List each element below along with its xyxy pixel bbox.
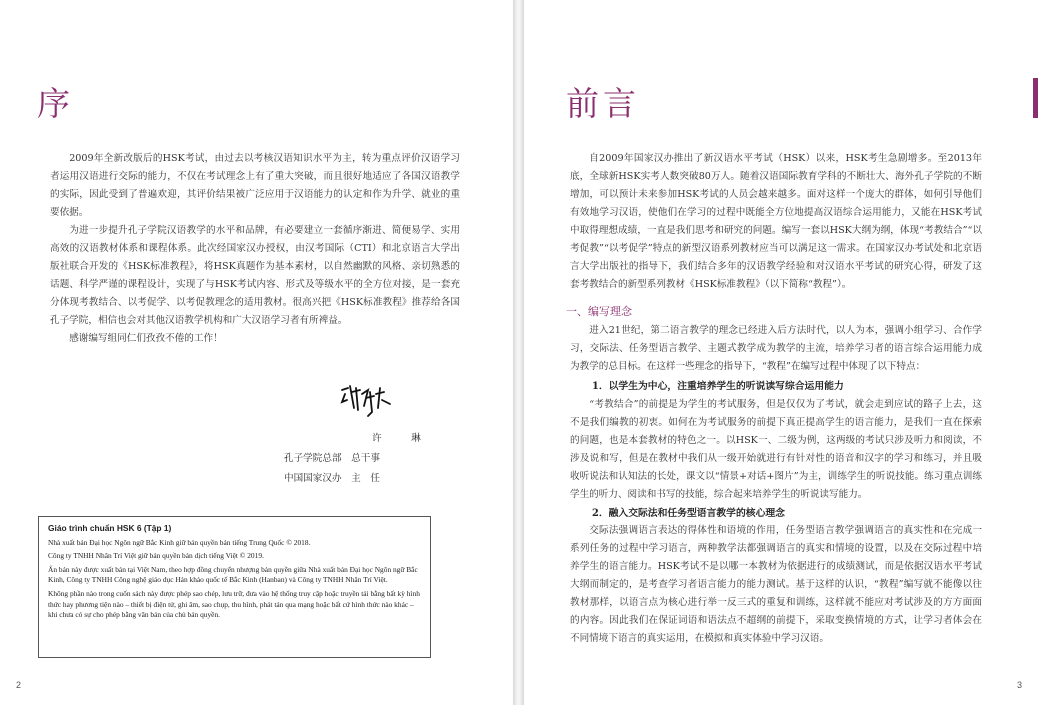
page-number-right: 3 — [1016, 680, 1022, 690]
foreword-title: 前言 — [566, 84, 640, 123]
point1-body — [570, 396, 982, 504]
preface-body — [50, 150, 460, 348]
point2-text: 交际法强调语言表达的得体性和语境的作用，任务型语言教学强调语言的真实性和在完成一系列任务的过程中学习语言，两种教学法都强调语言的真实和情境的设置，以及在交际过程中培养学生的语言能力。HSK考试不是以哪一本教材为依据进行的成绩测试，而是依据汉语水平考试大纲而制定的，是考查学习者语言能力的能力测试。基于这样的认识，“教程”编写就不能像以往教材那样，以语言点为核心进行举一反三式的重复和训练，这样就不能应对考试涉及的方方面面的内容。因此我们在保证词语和语法点不超纲的前提下，采取变换情境的方式，让学习者体会在不同情境下语言的真实运用，在模拟和真实体验中学习汉语。 — [570, 525, 982, 644]
copyright-line-4: Không phần nào trong cuốn sách này được phép sao chép, lưu trữ, đưa vào hệ thống truy cập hoặc truyền tải bằng bất kỳ hình thức hay phương tiện nào – thiết bị điện tử, ghi âm, sao chụp, thu hình, phát tán qua mạng hoặc bất cứ hình thức nào khác – khi chưa có sự cho phép bằng văn bản của chủ bản quyền. — [48, 588, 420, 620]
preface-paragraph-3: 感谢编写组同仁们孜孜不倦的工作！ — [69, 333, 223, 344]
foreword-intro — [570, 150, 982, 294]
signature-title-1: 孔子学院总部 总干事 — [284, 453, 380, 464]
preface-paragraph-1: 2009年全新改版后的HSK考试，由过去以考核汉语知识水平为主，转为重点评价汉语学习者运用汉语进行交际的能力，不仅在考试理念上有了重大突破，而且很好地适应了各国汉语教学的实际，因此受到了普遍欢迎，其评价结果被广泛应用于汉语能力的认定和作为升学、就业的重要依据。 — [50, 153, 460, 218]
copyright-title: Giáo trình chuẩn HSK 6 (Tập 1) — [48, 523, 172, 533]
point1-text: “考教结合”的前提是为学生的考试服务，但是仅仅为了考试，就会走到应试的路子上去，这不是我们编教的初衷。如何在为考试服务的前提下真正提高学生的语言能力，是我们一直在探索的问题，也是本套教材的特色之一。以HSK一、二级为例，这两级的考试只涉及听力和阅读，不涉及说和写，但是在教材中我们从一级开始就进行有针对性的语音和汉字的学习和练习，并且吸收听说法和认知法的长处，课文以“情景+对话+图片”为主，训练学生的听说技能。练习重点训练学生的听力、阅读和书写的技能，综合起来培养学生的听说读写能力。 — [570, 399, 982, 500]
section1-intro-text: 进入21世纪，第二语言教学的理念已经进入后方法时代，以人为本，强调小组学习、合作学习，交际法、任务型语言教学、主题式教学成为教学的主流，培养学习者的语言综合运用能力成为教学的总目标。在这样一些理念的指导下，“教程”在编写过程中体现了以下特点： — [570, 325, 982, 372]
point2-body — [570, 522, 982, 648]
copyright-line-1: Nhà xuất bản Đại học Ngôn ngữ Bắc Kinh giữ bản quyền bản tiếng Trung Quốc © 2018. — [48, 537, 311, 547]
section-heading-1: 一、编写理念 — [566, 305, 632, 318]
page-edge-tab — [1033, 78, 1038, 118]
book-gutter — [513, 0, 524, 705]
foreword-intro-text: 自2009年国家汉办推出了新汉语水平考试（HSK）以来，HSK考生急剧增多。至2013年底，全球新HSK实考人数突破80万人。随着汉语国际教育学科的不断壮大、海外孔子学院的不断增加，可以预计未来参加HSK考试的人员会越来越多。面对这样一个庞大的群体，如何引导他们有效地学习汉语，使他们在学习的过程中既能全方位地提高汉语综合运用能力，又能在HSK考试中取得理想成绩，一直是我们思考和研究的问题。编写一套以HSK大纲为纲，体现“考教结合”“以考促教”“以考促学”特点的新型汉语系列教材应当可以满足这一需求。在国家汉办考试处和北京语言大学出版社的指导下，我们结合多年的汉语教学经验和对汉语水平考试的研究心得，研发了这套考教结合的新型系列教材《HSK标准教程》（以下简称“教程”）。 — [570, 153, 982, 290]
signature-name: 许 琳 — [372, 433, 431, 444]
signature-title-2: 中国国家汉办 主 任 — [284, 473, 380, 484]
preface-title: 序 — [37, 84, 74, 123]
point2-heading: 2．融入交际法和任务型语言教学的核心理念 — [592, 508, 785, 519]
copyright-line-3: Ấn bản này được xuất bản tại Việt Nam, theo hợp đồng chuyển nhượng bản quyền giữa Nhà xuất bản Đại học Ngôn ngữ Bắc Kinh, Công ty TNHH Công nghệ giáo dục Hán khảo quốc tế Bắc Kinh (Hanban) và Công ty TNHH Nhân Trí Việt. — [48, 564, 418, 585]
left-page — [0, 0, 513, 705]
point1-heading: 1．以学生为中心，注重培养学生的听说读写综合运用能力 — [592, 381, 844, 392]
handwritten-signature — [338, 380, 396, 420]
preface-paragraph-2: 为进一步提升孔子学院汉语教学的水平和品牌，有必要建立一套循序渐进、简便易学、实用高效的汉语教材体系和课程体系。此次经国家汉办授权，由汉考国际（CTI）和北京语言大学出版社联合开发的《HSK标准教程》，将HSK真题作为基本素材，以自然幽默的风格、亲切熟悉的话题、科学严谨的课程设计，实现了与HSK考试内容、形式及等级水平的全方位对接，是一套充分体现考教结合、以考促学、以考促教理念的适用教材。很高兴把《HSK标准教程》推荐给各国孔子学院，相信也会对其他汉语教学机构和广大汉语学习者有所裨益。 — [50, 225, 460, 326]
page-number-left: 2 — [16, 680, 22, 690]
section1-intro — [570, 322, 982, 376]
copyright-line-2: Công ty TNHH Nhân Trí Việt giữ bản quyền bản dịch tiếng Việt © 2019. — [48, 551, 264, 561]
right-page — [524, 0, 1038, 705]
copyright-box — [38, 516, 431, 658]
